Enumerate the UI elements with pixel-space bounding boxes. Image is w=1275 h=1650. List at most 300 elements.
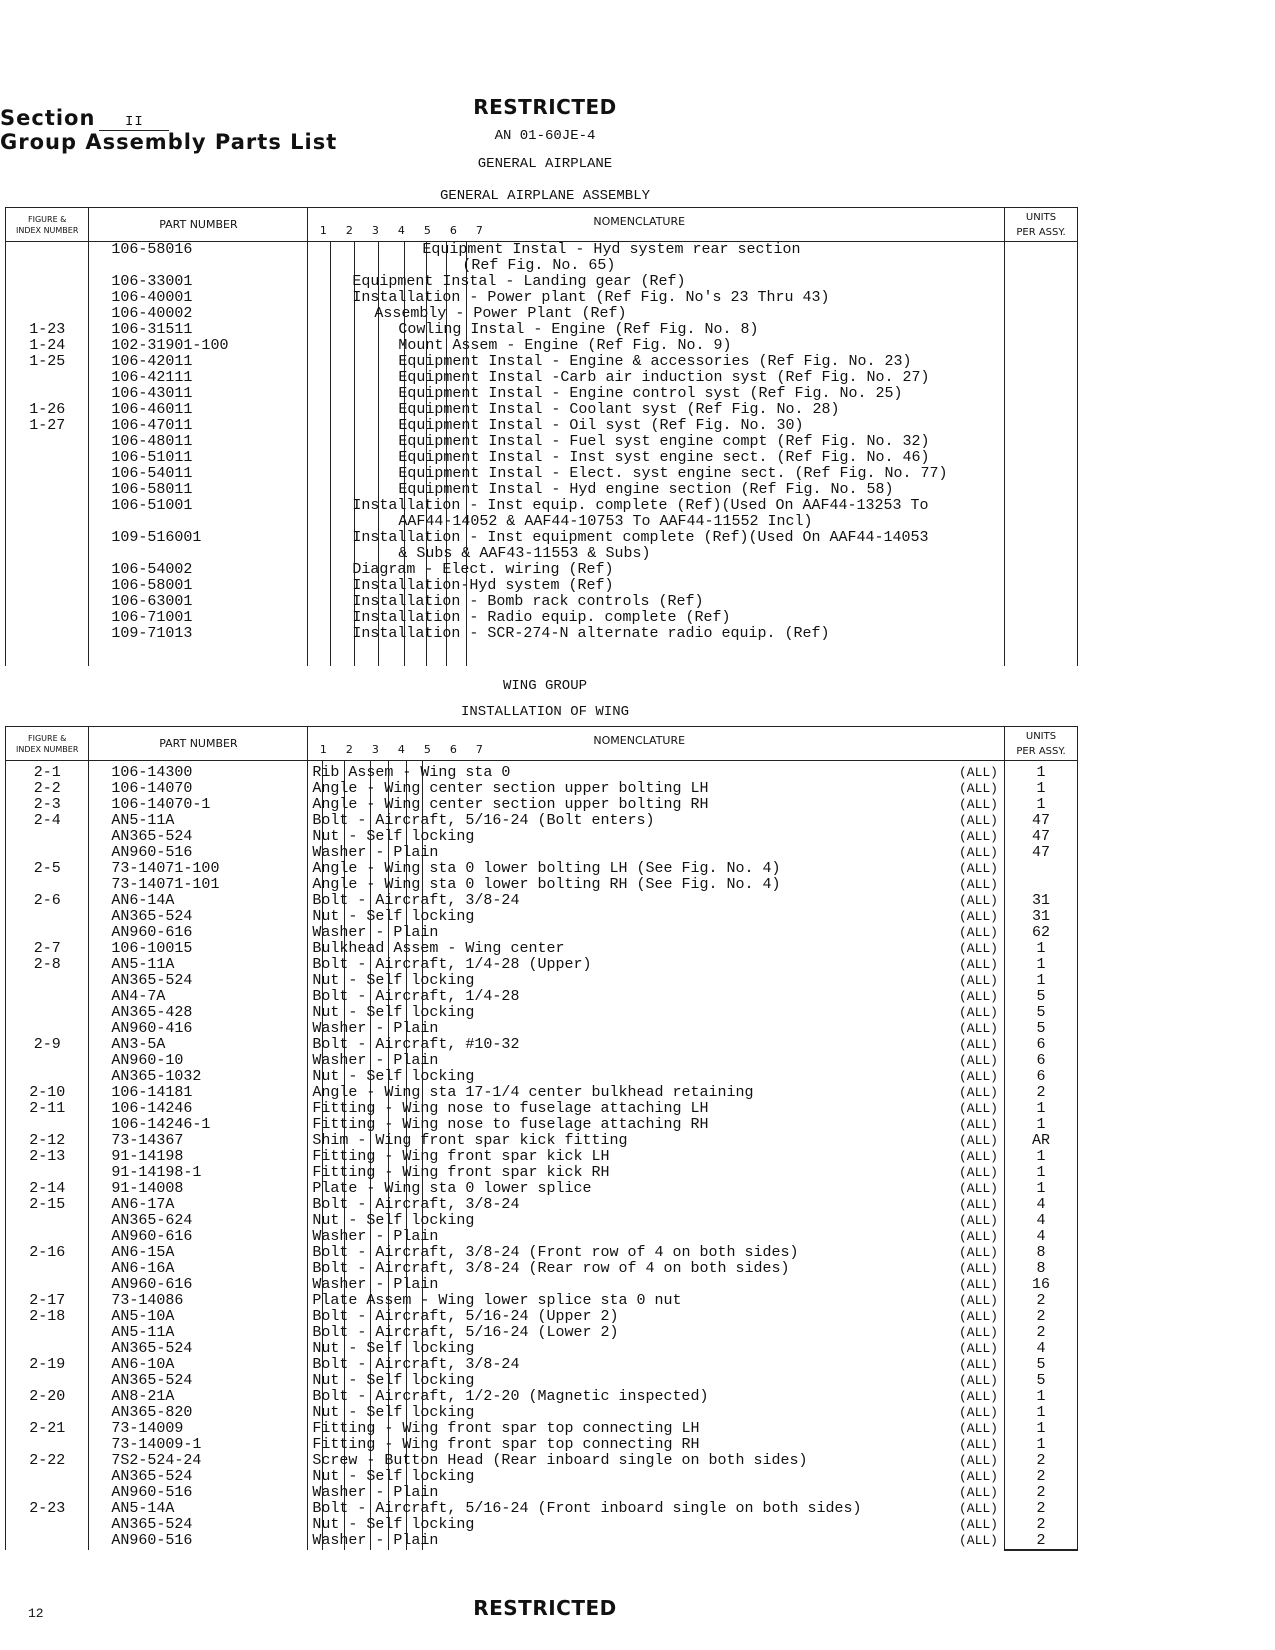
part-number: AN5-11A [111,1324,175,1341]
figure-index [6,578,88,594]
nomenclature: Nut - Self locking (ALL) [312,1516,998,1533]
part-number: 106-14070-1 [111,796,211,813]
figure-index [6,1261,88,1277]
figure-index: 2-10 [29,1084,66,1101]
nomenclature: Installation-Hyd system (Ref) [352,577,614,594]
nomenclature: Bolt - Aircraft, 1/4-28 (Upper) (ALL) [312,956,998,973]
nomenclature: Washer - Plain (ALL) [312,1228,998,1245]
units-per-assy: 1 [1036,1420,1046,1437]
installation-of-wing-table [5,726,1078,1551]
part-number: 73-14071-100 [111,860,220,877]
figure-index [6,626,88,642]
part-number: AN960-516 [111,844,193,861]
nomenclature: Equipment Instal -Carb air induction syst (Ref Fig. No. 27) [398,369,930,386]
part-number: 73-14086 [111,1292,184,1309]
figure-index [6,610,88,626]
units-per-assy: 5 [1036,1020,1046,1037]
figure-index [6,1405,88,1421]
part-number: 106-42011 [111,353,193,370]
part-number: 106-43011 [111,385,193,402]
col-header-part-number: PART NUMBER [89,208,308,242]
part-number: AN365-524 [111,1340,193,1357]
figure-index [6,973,88,989]
part-number: AN6-16A [111,1260,175,1277]
part-number: AN960-10 [111,1052,184,1069]
figure-index [6,258,88,274]
figure-index: 2-14 [29,1180,66,1197]
nomenclature: Bolt - Aircraft, 5/16-24 (Upper 2) (ALL) [312,1308,998,1325]
nomenclature: AAF44-14052 & AAF44-10753 To AAF44-11552 Incl) [398,513,813,530]
classification-footer: RESTRICTED [473,1596,617,1620]
figure-index: 2-22 [29,1452,66,1469]
figure-index [6,989,88,1005]
part-number: 106-54002 [111,561,193,578]
effectivity-badge: (ALL) [958,877,998,892]
figure-index: 2-5 [33,860,61,877]
figure-index: 2-18 [29,1308,66,1325]
figure-index: 2-6 [33,892,61,909]
effectivity-badge: (ALL) [958,1149,998,1164]
table2-units-column [1004,761,1077,1551]
part-number: 106-71001 [111,609,193,626]
nomenclature: Rib Assem - Wing sta 0 (ALL) [312,764,998,781]
part-number: AN4-7A [111,988,166,1005]
nomenclature: Installation - Bomb rack controls (Ref) [352,593,704,610]
units-per-assy: 1 [1036,1436,1046,1453]
nomenclature: Washer - Plain (ALL) [312,1532,998,1549]
part-number: AN3-5A [111,1036,166,1053]
nomenclature: Bolt - Aircraft, 3/8-24 (ALL) [312,1196,998,1213]
part-number: 106-31511 [111,321,193,338]
units-per-assy: 2 [1036,1084,1046,1101]
units-per-assy: 5 [1036,988,1046,1005]
units-per-assy [1005,861,1077,877]
units-per-assy: 5 [1036,1372,1046,1389]
effectivity-badge: (ALL) [958,989,998,1004]
units-per-assy: 47 [1031,844,1050,861]
figure-index [6,562,88,578]
units-per-assy: 6 [1036,1068,1046,1085]
effectivity-badge: (ALL) [958,909,998,924]
figure-index [6,290,88,306]
figure-index [6,274,88,290]
group-title: GENERAL AIRPLANE [477,156,613,172]
part-number: 106-63001 [111,593,193,610]
units-per-assy: 31 [1031,908,1050,925]
figure-index [6,466,88,482]
effectivity-badge: (ALL) [958,1453,998,1468]
part-number: 106-33001 [111,273,193,290]
part-number: AN6-15A [111,1244,175,1261]
units-per-assy: 2 [1036,1308,1046,1325]
figure-index [6,1213,88,1229]
units-per-assy: 4 [1036,1228,1046,1245]
effectivity-badge: (ALL) [958,1437,998,1452]
effectivity-badge: (ALL) [958,1533,998,1548]
part-number: AN365-524 [111,828,193,845]
table2-fig-column [6,761,89,1551]
part-number: 106-40001 [111,289,193,306]
nomenclature: Bulkhead Assem - Wing center (ALL) [312,940,998,957]
nomenclature: Mount Assem - Engine (Ref Fig. No. 9) [398,337,732,354]
nomenclature: Equipment Instal - Fuel syst engine compt (Ref Fig. No. 32) [398,433,930,450]
part-number: AN365-524 [111,908,193,925]
part-number: 73-14009 [111,1420,184,1437]
figure-index [6,1517,88,1533]
part-number: 91-14008 [111,1180,184,1197]
figure-index [6,482,88,498]
part-number: AN365-524 [111,1372,193,1389]
nomenclature: Bolt - Aircraft, 5/16-24 (Bolt enters) (ALL) [312,812,998,829]
units-per-assy: AR [1031,1132,1050,1149]
nomenclature: Plate Assem - Wing lower splice sta 0 nut (ALL) [312,1292,998,1309]
part-number: 106-10015 [111,940,193,957]
figure-index [6,594,88,610]
nomenclature: Nut - Self locking (ALL) [312,1340,998,1357]
part-number [89,258,307,274]
nomenclature: (Ref Fig. No. 65) [462,257,616,274]
nomenclature: Bolt - Aircraft, #10-32 (ALL) [312,1036,998,1053]
wing-group-title: WING GROUP [502,678,587,694]
figure-index: 2-21 [29,1420,66,1437]
nomenclature: Fitting - Wing front spar kick RH (ALL) [312,1164,998,1181]
figure-index [6,1373,88,1389]
nomenclature: Equipment Instal - Inst syst engine sect. (Ref Fig. No. 46) [398,449,930,466]
nomenclature: Bolt - Aircraft, 3/8-24 (Rear row of 4 on both sides) (ALL) [312,1260,998,1277]
effectivity-badge: (ALL) [958,829,998,844]
part-number: AN960-416 [111,1020,193,1037]
figure-index [6,530,88,546]
nomenclature: Nut - Self locking (ALL) [312,972,998,989]
part-number: AN960-616 [111,1228,193,1245]
nomenclature: Plate - Wing sta 0 lower splice (ALL) [312,1180,998,1197]
units-per-assy: 2 [1036,1292,1046,1309]
effectivity-badge: (ALL) [958,1005,998,1020]
part-number: AN960-516 [111,1484,193,1501]
part-number: AN960-616 [111,1276,193,1293]
nomenclature: Diagram - Elect. wiring (Ref) [352,561,614,578]
effectivity-badge: (ALL) [958,1229,998,1244]
figure-index: 2-3 [33,796,61,813]
part-number [89,546,307,562]
effectivity-badge: (ALL) [958,1277,998,1292]
classification-header: RESTRICTED [473,95,617,119]
nomenclature: Bolt - Aircraft, 1/4-28 (ALL) [312,988,998,1005]
effectivity-badge: (ALL) [958,1517,998,1532]
part-number: 7S2-524-24 [111,1452,202,1469]
nomenclature: Angle - Wing center section upper bolting LH (ALL) [312,780,998,797]
units-per-assy: 8 [1036,1260,1046,1277]
table1-units-column [1004,242,1077,666]
effectivity-badge: (ALL) [958,1101,998,1116]
figure-index: 2-13 [29,1148,66,1165]
part-number: AN6-17A [111,1196,175,1213]
nomenclature: Equipment Instal - Engine control syst (Ref Fig. No. 25) [398,385,903,402]
units-per-assy: 47 [1031,828,1050,845]
nomenclature: & Subs & AAF43-11553 & Subs) [398,545,651,562]
figure-index: 2-17 [29,1292,66,1309]
figure-index [6,1341,88,1357]
figure-index: 1-26 [29,401,66,418]
nomenclature: Fitting - Wing front spar top connecting LH (ALL) [312,1420,998,1437]
nomenclature: Nut - Self locking (ALL) [312,908,998,925]
nomenclature: Angle - Wing sta 17-1/4 center bulkhead retaining (ALL) [312,1084,998,1101]
units-per-assy: 4 [1036,1196,1046,1213]
figure-index: 2-20 [29,1388,66,1405]
figure-index: 2-16 [29,1244,66,1261]
effectivity-badge: (ALL) [958,925,998,940]
nomenclature: Angle - Wing sta 0 lower bolting RH (See Fig. No. 4) (ALL) [312,876,998,893]
figure-index: 2-4 [33,812,61,829]
table2-part-column [89,761,308,1551]
effectivity-badge: (ALL) [958,765,998,780]
part-number: 73-14071-101 [111,876,220,893]
nomenclature: Cowling Instal - Engine (Ref Fig. No. 8) [398,321,759,338]
part-number: AN8-21A [111,1388,175,1405]
col-header-part-number: PART NUMBER [89,727,308,761]
units-per-assy: 1 [1036,956,1046,973]
nomenclature: Equipment Instal - Landing gear (Ref) [352,273,686,290]
effectivity-badge: (ALL) [958,1341,998,1356]
table2-caption: INSTALLATION OF WING [460,704,630,720]
figure-index: 2-9 [33,1036,61,1053]
nomenclature: Nut - Self locking (ALL) [312,828,998,845]
part-number: 91-14198 [111,1148,184,1165]
figure-index [6,1533,88,1549]
effectivity-badge: (ALL) [958,1357,998,1372]
units-per-assy: 6 [1036,1036,1046,1053]
units-per-assy: 2 [1036,1516,1046,1533]
part-number: 106-58001 [111,577,193,594]
figure-index: 2-19 [29,1356,66,1373]
nomenclature: Assembly - Power Plant (Ref) [374,305,627,322]
units-per-assy: 2 [1036,1532,1046,1549]
units-per-assy: 1 [1036,764,1046,781]
figure-index [6,1165,88,1181]
nomenclature: Nut - Self locking (ALL) [312,1068,998,1085]
part-number: AN365-624 [111,1212,193,1229]
units-per-assy: 1 [1036,1388,1046,1405]
units-per-assy: 2 [1036,1324,1046,1341]
section-label-text: Section [0,106,96,130]
effectivity-badge: (ALL) [958,1501,998,1516]
section-number: II [99,114,169,131]
nomenclature: Nut - Self locking (ALL) [312,1212,998,1229]
effectivity-badge: (ALL) [958,957,998,972]
figure-index [6,1005,88,1021]
units-per-assy: 6 [1036,1052,1046,1069]
nomenclature: Equipment Instal - Oil syst (Ref Fig. No. 30) [398,417,804,434]
effectivity-badge: (ALL) [958,973,998,988]
effectivity-badge: (ALL) [958,941,998,956]
units-per-assy: 4 [1036,1212,1046,1229]
units-per-assy: 1 [1036,1100,1046,1117]
part-number: AN365-820 [111,1404,193,1421]
figure-index: 2-23 [29,1500,66,1517]
units-per-assy: 2 [1036,1452,1046,1469]
effectivity-badge: (ALL) [958,1293,998,1308]
nomenclature: Bolt - Aircraft, 5/16-24 (Lower 2) (ALL) [312,1324,998,1341]
nomenclature: Installation - Inst equipment complete (Ref)(Used On AAF44-14053 [352,529,929,546]
units-per-assy: 1 [1036,1148,1046,1165]
effectivity-badge: (ALL) [958,1037,998,1052]
nomenclature: Washer - Plain (ALL) [312,1020,998,1037]
table1-part-column [89,242,308,666]
part-number: 106-42111 [111,369,193,386]
nomenclature: Nut - Self locking (ALL) [312,1404,998,1421]
nomenclature: Bolt - Aircraft, 3/8-24 (ALL) [312,1356,998,1373]
nomenclature: Bolt - Aircraft, 3/8-24 (Front row of 4 on both sides) (ALL) [312,1244,998,1261]
part-number: 106-58011 [111,481,193,498]
units-per-assy: 16 [1031,1276,1050,1293]
nomenclature: Angle - Wing center section upper bolting RH (ALL) [312,796,998,813]
nomenclature: Equipment Instal - Hyd system rear section [422,241,801,258]
part-number: 109-516001 [111,529,202,546]
nomenclature: Bolt - Aircraft, 5/16-24 (Front inboard single on both sides) (ALL) [312,1500,998,1517]
figure-index: 1-27 [29,417,66,434]
effectivity-badge: (ALL) [958,1069,998,1084]
table1-fig-column [6,242,89,666]
nomenclature: Equipment Instal - Coolant syst (Ref Fig. No. 28) [398,401,840,418]
figure-index: 1-25 [29,353,66,370]
figure-index [6,242,88,258]
col-header-nomenclature: 1 2 3 4 5 6 7 NOMENCLATURE [308,727,1005,761]
effectivity-badge: (ALL) [958,1053,998,1068]
nomenclature: Angle - Wing sta 0 lower bolting LH (See Fig. No. 4) (ALL) [312,860,998,877]
part-number: 106-58016 [111,241,193,258]
nomenclature: Equipment Instal - Engine & accessories (Ref Fig. No. 23) [398,353,912,370]
part-number: AN365-524 [111,1468,193,1485]
part-number: 73-14009-1 [111,1436,202,1453]
part-number: 106-54011 [111,465,193,482]
nomenclature: Nut - Self locking (ALL) [312,1004,998,1021]
effectivity-badge: (ALL) [958,813,998,828]
nomenclature: Installation - Radio equip. complete (Ref) [352,609,731,626]
figure-index: 2-7 [33,940,61,957]
figure-index [6,434,88,450]
effectivity-badge: (ALL) [958,1309,998,1324]
figure-index [6,306,88,322]
part-number: AN5-10A [111,1308,175,1325]
figure-index [6,829,88,845]
part-number: 106-46011 [111,401,193,418]
part-number: 106-48011 [111,433,193,450]
part-number: 106-40002 [111,305,193,322]
page-number: 12 [28,1606,44,1621]
part-number: 106-14246-1 [111,1116,211,1133]
units-per-assy: 62 [1031,924,1050,941]
effectivity-badge: (ALL) [958,1469,998,1484]
figure-index [6,909,88,925]
figure-index [6,1485,88,1501]
effectivity-badge: (ALL) [958,1085,998,1100]
units-per-assy: 2 [1036,1468,1046,1485]
figure-index [6,514,88,530]
part-number: 106-14181 [111,1084,193,1101]
figure-index [6,498,88,514]
units-per-assy: 1 [1036,1164,1046,1181]
figure-index: 2-1 [33,764,61,781]
units-per-assy: 5 [1036,1356,1046,1373]
nomenclature: Fitting - Wing front spar top connecting RH (ALL) [312,1436,998,1453]
units-per-assy [1005,877,1077,893]
part-number [89,514,307,530]
col-header-units: UNITS PER ASSY. [1004,727,1077,761]
part-number: AN5-11A [111,956,175,973]
figure-index: 2-15 [29,1196,66,1213]
part-number: AN960-616 [111,924,193,941]
figure-index [6,386,88,402]
effectivity-badge: (ALL) [958,1117,998,1132]
units-per-assy: 8 [1036,1244,1046,1261]
nomenclature: Fitting - Wing front spar kick LH (ALL) [312,1148,998,1165]
units-per-assy: 5 [1036,1004,1046,1021]
effectivity-badge: (ALL) [958,797,998,812]
units-per-assy: 1 [1036,1180,1046,1197]
table2-nom-column [308,761,1005,1551]
units-per-assy: 31 [1031,892,1050,909]
effectivity-badge: (ALL) [958,861,998,876]
effectivity-badge: (ALL) [958,1485,998,1500]
figure-index: 2-12 [29,1132,66,1149]
effectivity-badge: (ALL) [958,1213,998,1228]
effectivity-badge: (ALL) [958,893,998,908]
nomenclature: Washer - Plain (ALL) [312,844,998,861]
effectivity-badge: (ALL) [958,1245,998,1260]
units-per-assy: 1 [1036,940,1046,957]
effectivity-badge: (ALL) [958,781,998,796]
figure-index [6,1053,88,1069]
units-per-assy: 1 [1036,972,1046,989]
part-number: AN5-11A [111,812,175,829]
part-number: AN365-428 [111,1004,193,1021]
general-airplane-assembly-table [5,207,1078,666]
figure-index [6,877,88,893]
part-number: 106-47011 [111,417,193,434]
table1-nom-column [308,242,1005,666]
figure-index [6,1469,88,1485]
nomenclature: Installation - SCR-274-N alternate radio equip. (Ref) [352,625,830,642]
units-per-assy: 2 [1036,1500,1046,1517]
nomenclature: Bolt - Aircraft, 1/2-20 (Magnetic inspected) (ALL) [312,1388,998,1405]
part-number: 106-51011 [111,449,193,466]
nomenclature: Equipment Instal - Hyd engine section (Ref Fig. No. 58) [398,481,894,498]
units-per-assy: 1 [1036,796,1046,813]
part-number: 102-31901-100 [111,337,229,354]
figure-index [6,845,88,861]
table1-caption: GENERAL AIRPLANE ASSEMBLY [439,188,651,204]
units-per-assy: 1 [1036,1404,1046,1421]
part-number: AN365-524 [111,1516,193,1533]
nomenclature: Nut - Self locking (ALL) [312,1372,998,1389]
part-number: AN960-516 [111,1532,193,1549]
nomenclature: Washer - Plain (ALL) [312,1052,998,1069]
nomenclature: Equipment Instal - Elect. syst engine sect. (Ref Fig. No. 77) [398,465,948,482]
part-number: 109-71013 [111,625,193,642]
units-per-assy: 47 [1031,812,1050,829]
units-per-assy: 1 [1036,780,1046,797]
doc-number: AN 01-60JE-4 [494,128,596,144]
part-number: 106-14070 [111,780,193,797]
part-number: 91-14198-1 [111,1164,202,1181]
figure-index [6,546,88,562]
col-header-figure: FIGURE & INDEX NUMBER [6,727,89,761]
nomenclature: Fitting - Wing nose to fuselage attaching RH (ALL) [312,1116,998,1133]
col-header-nomenclature: 1 2 3 4 5 6 7 NOMENCLATURE [308,208,1005,242]
effectivity-badge: (ALL) [958,1261,998,1276]
nomenclature: Shim - Wing front spar kick fitting (ALL) [312,1132,998,1149]
units-per-assy: 2 [1036,1484,1046,1501]
